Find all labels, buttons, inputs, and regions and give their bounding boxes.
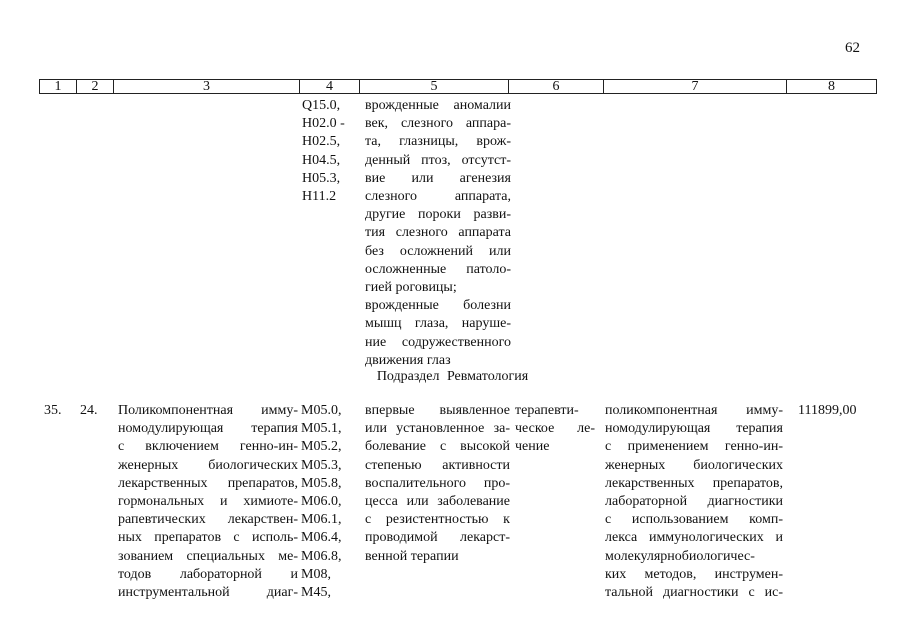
description-line: без осложнений или bbox=[365, 243, 511, 259]
row-number: 35. bbox=[44, 403, 62, 418]
description-line: слезного аппарата, bbox=[365, 189, 511, 205]
model-line: проводимой лекарст- bbox=[365, 530, 510, 546]
continued-description bbox=[365, 97, 511, 370]
description-line: осложненные патоло- bbox=[365, 261, 511, 277]
code-line: M05.1, bbox=[301, 421, 342, 437]
model-line: с резистентностью к bbox=[365, 512, 510, 528]
model-line: или установленное за- bbox=[365, 421, 510, 437]
method-line: тальной диагностики с ис- bbox=[605, 585, 783, 601]
description-line: гией роговицы; bbox=[365, 280, 457, 296]
name-line: гормональных и химиоте- bbox=[118, 494, 298, 510]
code-line: M05.3, bbox=[301, 457, 342, 473]
method-line: женерных биологических bbox=[605, 457, 783, 473]
name-line: с включением генно-ин- bbox=[118, 439, 298, 455]
row-group: 24. bbox=[80, 403, 98, 418]
description-line: движения глаз bbox=[365, 352, 451, 368]
code-line: M05.0, bbox=[301, 403, 342, 418]
treatment-line: чение bbox=[515, 439, 550, 455]
model-line: болевание с высокой bbox=[365, 439, 510, 455]
header-col-3: 3 bbox=[114, 80, 300, 93]
code-line: H02.5, bbox=[302, 134, 341, 150]
method-line: с использованием комп- bbox=[605, 512, 783, 528]
code-line: M45, bbox=[301, 585, 331, 601]
name-line: инструментальной диаг- bbox=[118, 585, 298, 601]
row-name bbox=[118, 402, 298, 602]
model-line: впервые выявленное bbox=[365, 403, 510, 418]
code-line: M06.4, bbox=[301, 530, 342, 546]
continued-codes bbox=[302, 97, 360, 206]
row-method bbox=[605, 402, 783, 602]
code-line: M05.8, bbox=[301, 475, 342, 491]
method-line: с применением генно-ин- bbox=[605, 439, 783, 455]
description-line: ние содружественного bbox=[365, 334, 511, 350]
code-line: M06.1, bbox=[301, 512, 342, 528]
header-col-6: 6 bbox=[509, 80, 604, 93]
description-line: другие пороки разви- bbox=[365, 207, 511, 223]
model-line: степенью активности bbox=[365, 457, 510, 473]
row-cost: 111899,00 bbox=[798, 403, 857, 418]
row-codes bbox=[301, 402, 359, 602]
method-line: молекулярнобиологичес- bbox=[605, 548, 755, 564]
code-line: M05.2, bbox=[301, 439, 342, 455]
name-line: женерных биологических bbox=[118, 457, 298, 473]
model-line: воспалительного про- bbox=[365, 475, 510, 491]
name-line: номодулирующая терапия bbox=[118, 421, 298, 437]
header-col-4: 4 bbox=[300, 80, 360, 93]
table-header bbox=[39, 79, 877, 94]
method-line: ких методов, инструмен- bbox=[605, 566, 783, 582]
description-line: мышц глаза, наруше- bbox=[365, 316, 511, 332]
code-line: M06.0, bbox=[301, 494, 342, 510]
row-model bbox=[365, 402, 510, 566]
model-line: цесса или заболевание bbox=[365, 494, 510, 510]
name-line: Поликомпонентная имму- bbox=[118, 403, 298, 418]
code-line: H02.0 - bbox=[302, 116, 345, 132]
name-line: зованием специальных ме- bbox=[118, 548, 298, 564]
header-col-1: 1 bbox=[40, 80, 77, 93]
name-line: тодов лабораторной и bbox=[118, 566, 298, 582]
header-col-7: 7 bbox=[604, 80, 787, 93]
description-line: врожденные болезни bbox=[365, 298, 511, 314]
subsection-title: Подраздел Ревматология bbox=[376, 369, 529, 384]
method-line: лекарственных препаратов, bbox=[605, 475, 783, 491]
header-col-5: 5 bbox=[360, 80, 509, 93]
name-line: ных препаратов с исполь- bbox=[118, 530, 298, 546]
code-line: H11.2 bbox=[302, 189, 337, 205]
method-line: номодулирующая терапия bbox=[605, 421, 783, 437]
method-line: лабораторной диагностики bbox=[605, 494, 783, 510]
treatment-line: ческое ле- bbox=[515, 421, 595, 437]
name-line: лекарственных препаратов, bbox=[118, 475, 298, 491]
code-line: H05.3, bbox=[302, 170, 341, 186]
description-line: вие или агенезия bbox=[365, 170, 511, 186]
code-line: H04.5, bbox=[302, 152, 341, 168]
treatment-line: терапевти- bbox=[515, 403, 579, 418]
description-line: та, глазницы, врож- bbox=[365, 134, 511, 150]
description-line: врожденные аномалии bbox=[365, 98, 511, 113]
code-line: M06.8, bbox=[301, 548, 342, 564]
model-line: венной терапии bbox=[365, 548, 459, 564]
name-line: рапевтических лекарствен- bbox=[118, 512, 298, 528]
method-line: лекса иммунологических и bbox=[605, 530, 783, 546]
header-col-2: 2 bbox=[77, 80, 114, 93]
description-line: век, слезного аппара- bbox=[365, 116, 511, 132]
code-line: M08, bbox=[301, 566, 331, 582]
description-line: денный птоз, отсутст- bbox=[365, 152, 511, 168]
method-line: поликомпонентная имму- bbox=[605, 403, 783, 418]
header-col-8: 8 bbox=[828, 79, 835, 94]
code-line: Q15.0, bbox=[302, 98, 341, 113]
description-line: тия слезного аппарата bbox=[365, 225, 511, 241]
page-number: 62 bbox=[845, 40, 860, 56]
row-treatment-type bbox=[515, 402, 595, 457]
